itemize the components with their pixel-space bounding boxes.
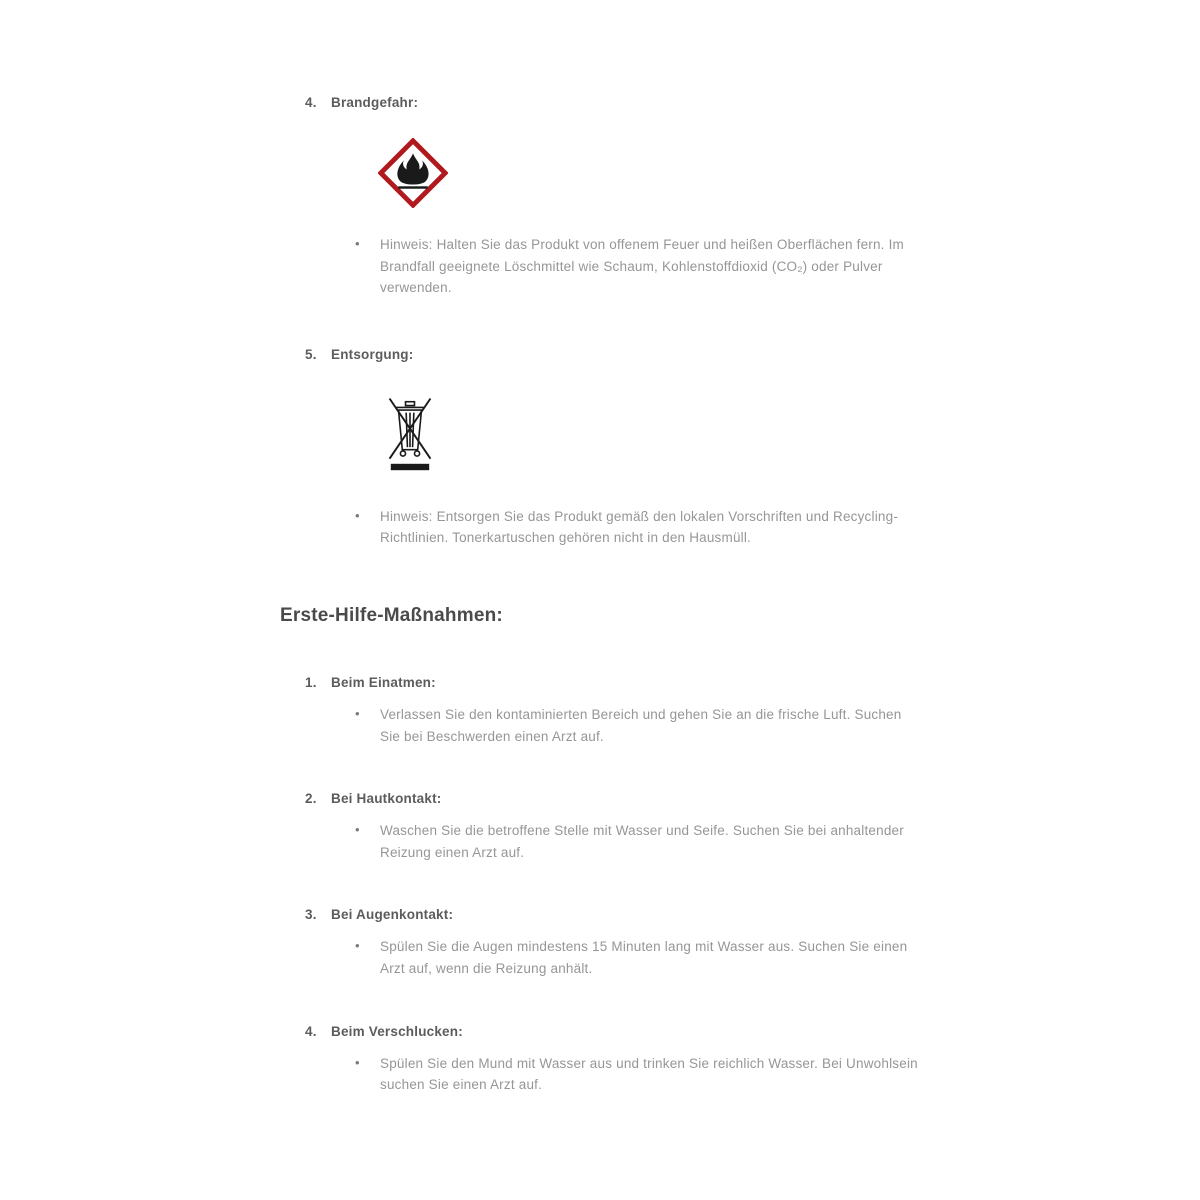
item-title: Bei Hautkontakt: [331, 791, 442, 807]
bullet-marker: • [355, 938, 360, 954]
item-number: 5. [305, 346, 317, 362]
augenkontakt-note-row [355, 936, 930, 979]
einatmen-heading [280, 675, 930, 690]
weee-bin-icon [378, 390, 930, 480]
hautkontakt-note-text: Waschen Sie die betroffene Stelle mit Wasser und Seife. Suchen Sie bei anhaltender Reizung einen Arzt auf. [380, 823, 904, 860]
verschlucken-note-row [355, 1053, 930, 1096]
brandgefahr-heading [280, 95, 930, 110]
first-aid-heading: Erste-Hilfe-Maßnahmen: [280, 604, 503, 626]
einatmen-note-row [355, 704, 930, 747]
entsorgung-note-text: Hinweis: Entsorgen Sie das Produkt gemäß den lokalen Vorschriften und Recycling-Richtlinien. Tonerkartuschen gehören nicht in den Hausmüll. [380, 508, 899, 546]
first-aid-item-augenkontakt [280, 907, 930, 979]
section-brandgefahr [280, 95, 930, 299]
first-aid-item-einatmen [280, 675, 930, 747]
first-aid-item-verschlucken [280, 1024, 930, 1096]
verschlucken-note-text: Spülen Sie den Mund mit Wasser aus und trinken Sie reichlich Wasser. Bei Unwohlsein suchen Sie einen Arzt auf. [380, 1055, 918, 1093]
item-number: 1. [305, 674, 317, 690]
section-entsorgung [280, 347, 930, 549]
bullet-marker: • [355, 236, 360, 251]
flame-pictogram-icon [378, 138, 930, 208]
item-number: 2. [305, 791, 317, 807]
augenkontakt-heading [280, 907, 930, 922]
bullet-marker: • [355, 507, 360, 523]
einatmen-note-text: Verlassen Sie den kontaminierten Bereich und gehen Sie an die frische Luft. Suchen Sie bei Beschwerden einen Arzt auf. [380, 706, 902, 744]
hautkontakt-note-row [355, 820, 930, 863]
bullet-marker: • [355, 1054, 360, 1070]
bullet-marker: • [355, 705, 360, 721]
bullet-marker: • [355, 822, 360, 838]
item-title: Beim Verschlucken: [331, 1023, 463, 1039]
hautkontakt-heading [280, 791, 930, 806]
item-number: 4. [305, 95, 317, 110]
first-aid-item-hautkontakt [280, 791, 930, 863]
entsorgung-heading [280, 347, 930, 362]
augenkontakt-note-text: Spülen Sie die Augen mindestens 15 Minuten lang mit Wasser aus. Suchen Sie einen Arzt auf, wenn die Reizung anhält. [380, 939, 908, 976]
item-number: 3. [305, 907, 317, 923]
item-title: Bei Augenkontakt: [331, 907, 454, 923]
document-content [280, 95, 930, 1096]
brandgefahr-note-row [355, 234, 930, 299]
brandgefahr-note-text: Hinweis: Halten Sie das Produkt von offenem Feuer und heißen Oberflächen fern. Im Brandfall geeignete Löschmittel wie Schaum, Kohlenstoffdioxid (CO₂) oder Pulver verwenden. [380, 237, 904, 296]
verschlucken-heading [280, 1024, 930, 1039]
item-title: Beim Einatmen: [331, 674, 436, 690]
entsorgung-note-row [355, 506, 930, 549]
item-number: 4. [305, 1023, 317, 1039]
item-title: Entsorgung: [331, 346, 414, 362]
item-title: Brandgefahr: [331, 95, 419, 110]
